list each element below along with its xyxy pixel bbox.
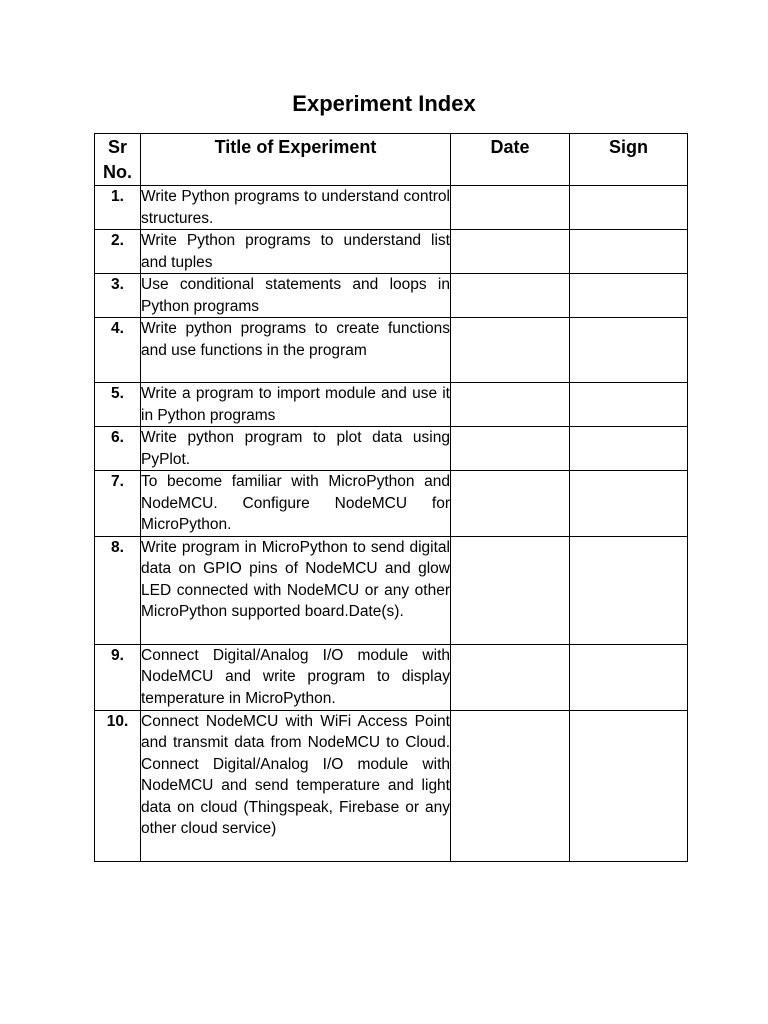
table-row: [95, 536, 688, 644]
table-row: [95, 383, 688, 427]
page-title: Experiment Index: [292, 91, 476, 116]
row-date-cell[interactable]: [451, 710, 570, 861]
row-sr: 7.: [95, 471, 141, 537]
row-sr: 10.: [95, 710, 141, 861]
row-title: To become familiar with MicroPython and NodeMCU. Configure NodeMCU for MicroPython.: [141, 471, 451, 537]
row-date-cell[interactable]: [451, 427, 570, 471]
row-sign-cell[interactable]: [570, 427, 688, 471]
row-date-cell[interactable]: [451, 186, 570, 230]
row-sr: 1.: [95, 186, 141, 230]
row-sr: 5.: [95, 383, 141, 427]
row-sr: 2.: [95, 230, 141, 274]
row-sign-cell[interactable]: [570, 318, 688, 383]
row-sr: 4.: [95, 318, 141, 383]
row-title: Write Python programs to understand control structures.: [141, 186, 451, 230]
row-title: Write python programs to create functions and use functions in the program: [141, 318, 451, 383]
row-title: Write a program to import module and use it in Python programs: [141, 383, 451, 427]
table-row: [95, 427, 688, 471]
row-date-cell[interactable]: [451, 230, 570, 274]
row-sign-cell[interactable]: [570, 383, 688, 427]
row-date-cell[interactable]: [451, 536, 570, 644]
header-date: Date: [451, 134, 570, 186]
table-row: [95, 710, 688, 861]
table-row: [95, 318, 688, 383]
table-header-row: [95, 134, 688, 186]
header-sr-no: Sr No.: [95, 134, 141, 186]
experiment-index-table: [94, 133, 688, 862]
table-row: [95, 471, 688, 537]
row-title: Write python program to plot data using PyPlot.: [141, 427, 451, 471]
header-sign: Sign: [570, 134, 688, 186]
row-sr: 6.: [95, 427, 141, 471]
row-sign-cell[interactable]: [570, 710, 688, 861]
row-sign-cell[interactable]: [570, 644, 688, 710]
row-date-cell[interactable]: [451, 644, 570, 710]
row-sign-cell[interactable]: [570, 471, 688, 537]
table-row: [95, 230, 688, 274]
table-row: [95, 186, 688, 230]
row-date-cell[interactable]: [451, 383, 570, 427]
row-title: Connect Digital/Analog I/O module with NodeMCU and write program to display temperature in MicroPython.: [141, 644, 451, 710]
row-title: Write Python programs to understand list and tuples: [141, 230, 451, 274]
row-title: Connect NodeMCU with WiFi Access Point and transmit data from NodeMCU to Cloud. Connect Digital/Analog I/O module with NodeMCU and send temperature and light data on cloud (Thingspeak, Firebase or any other cloud service): [141, 710, 451, 861]
row-date-cell[interactable]: [451, 274, 570, 318]
header-title: Title of Experiment: [141, 134, 451, 186]
table-row: [95, 274, 688, 318]
row-sign-cell[interactable]: [570, 536, 688, 644]
row-date-cell[interactable]: [451, 471, 570, 537]
row-sr: 8.: [95, 536, 141, 644]
row-sign-cell[interactable]: [570, 186, 688, 230]
row-sr: 3.: [95, 274, 141, 318]
row-sr: 9.: [95, 644, 141, 710]
row-title: Write program in MicroPython to send digital data on GPIO pins of NodeMCU and glow LED connected with NodeMCU or any other MicroPython supported board.Date(s).: [141, 536, 451, 644]
table-row: [95, 644, 688, 710]
row-sign-cell[interactable]: [570, 230, 688, 274]
row-title: Use conditional statements and loops in Python programs: [141, 274, 451, 318]
row-date-cell[interactable]: [451, 318, 570, 383]
row-sign-cell[interactable]: [570, 274, 688, 318]
